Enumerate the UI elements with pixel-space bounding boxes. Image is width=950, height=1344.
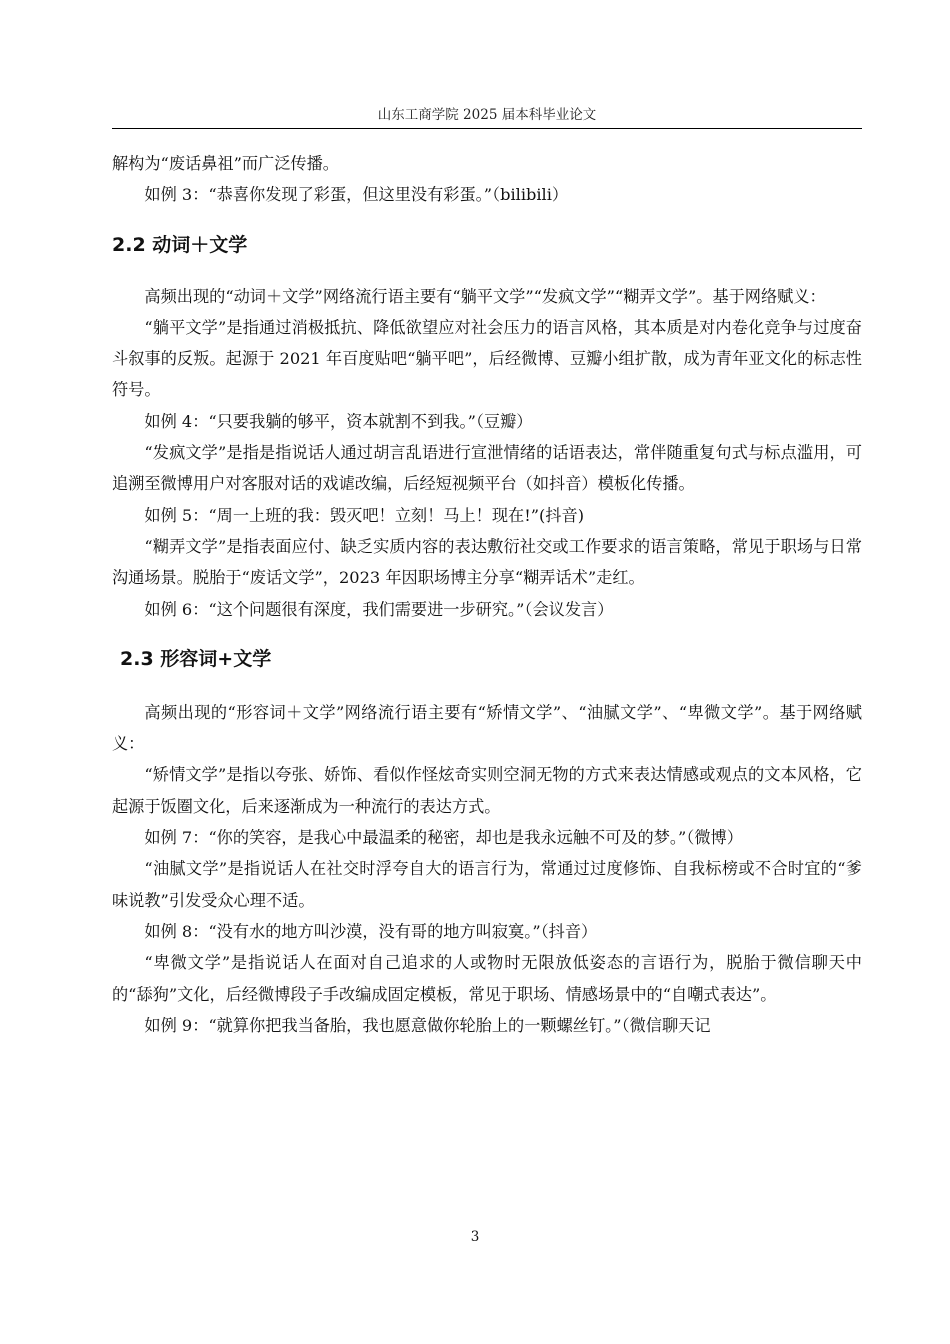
example-paragraph: 如例 5：“周一上班的我：毁灭吧！立刻！马上！现在!”(抖音) [144,505,585,525]
paragraph: “发疯文学”是指是指说话人通过胡言乱语进行宣泄情绪的话语表达，常伴随重复句式与标点滥用，可追溯至微博用户对客服对话的戏谑改编，后经短视频平台（如抖音）模板化传播。 [112,443,862,494]
example-paragraph: 如例 4：“只要我躺的够平，资本就割不到我。”（豆瓣） [144,411,533,431]
example-paragraph: 如例 6：“这个问题很有深度，我们需要进一步研究。”（会议发言） [144,599,614,619]
example-paragraph: 如例 3：“恭喜你发现了彩蛋，但这里没有彩蛋。”（bilibili） [144,185,569,205]
example-paragraph: 如例 7：“你的笑容，是我心中最温柔的秘密，却也是我永远触不可及的梦。”（微博） [144,828,743,848]
section-heading-2-3: 2.3 形容词+文学 [120,647,272,670]
paragraph: “躺平文学”是指通过消极抵抗、降低欲望应对社会压力的语言风格，其本质是对内卷化竞争与过度奋斗叙事的反叛。起源于 2021 年百度贴吧“躺平吧”，后经微博、豆瓣小组扩散，成为青年亚文化的标志性符号。 [112,317,862,400]
paragraph: “糊弄文学”是指表面应付、缺乏实质内容的表达敷衍社交或工作要求的语言策略，常见于职场与日常沟通场景。脱胎于“废话文学”，2023 年因职场博主分享“糊弄话术”走红。 [112,536,862,588]
paragraph: “矫情文学”是指以夸张、娇饰、看似作怪炫奇实则空洞无物的方式来表达情感或观点的文本风格，它起源于饭圈文化，后来逐渐成为一种流行的表达方式。 [112,765,862,816]
paragraph: “卑微文学”是指说话人在面对自己追求的人或物时无限放低姿态的言语行为，脱胎于微信聊天中的“舔狗”文化，后经微博段子手改编成固定模板，常见于职场、情感场景中的“自嘲式表达”。 [112,953,862,1004]
paragraph: 高频出现的“动词＋文学”网络流行语主要有“躺平文学”“发疯文学”“糊弄文学”。基于网络赋义： [144,286,826,306]
page-number: 3 [470,1229,480,1245]
running-header: 山东工商学院 2025 届本科毕业论文 [377,107,597,123]
header-rule [112,128,862,129]
example-paragraph: 如例 9：“就算你把我当备胎，我也愿意做你轮胎上的一颗螺丝钉。”（微信聊天记 [144,1015,711,1035]
paragraph: 高频出现的“形容词＋文学”网络流行语主要有“矫情文学”、“油腻文学”、“卑微文学”。基于网络赋义： [112,702,862,754]
section-heading-2-2: 2.2 动词＋文学 [112,233,248,256]
document-body [112,148,862,1041]
paragraph: 解构为“废话鼻祖”而广泛传播。 [112,154,339,173]
paragraph: “油腻文学”是指说话人在社交时浮夸自大的语言行为，常通过过度修饰、自我标榜或不合时宜的“爹味说教”引发受众心理不适。 [112,859,862,910]
example-paragraph: 如例 8：“没有水的地方叫沙漠，没有哥的地方叫寂寞。”（抖音） [144,921,598,941]
